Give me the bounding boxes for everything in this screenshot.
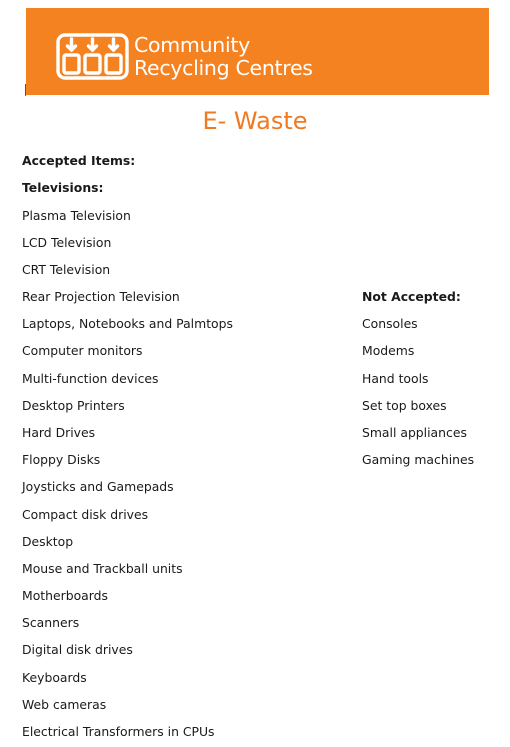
not-accepted-item: Small appliances xyxy=(362,425,467,440)
not-accepted-item: Modems xyxy=(362,343,415,358)
accepted-item: Floppy Disks xyxy=(22,452,101,467)
accepted-item: Multi-function devices xyxy=(22,371,159,386)
accepted-item: Electrical Transformers in CPUs xyxy=(22,724,215,739)
accepted-item: Computer monitors xyxy=(22,343,143,358)
accepted-item: Scanners xyxy=(22,615,80,630)
not-accepted-item: Hand tools xyxy=(362,371,429,386)
recycling-bins-icon xyxy=(56,33,129,80)
accepted-item: Digital disk drives xyxy=(22,642,133,657)
logo-line-2: Recycling Centres xyxy=(134,56,313,80)
logo-line-1: Community xyxy=(134,33,250,57)
accepted-item: Laptops, Notebooks and Palmtops xyxy=(22,316,233,331)
header-banner xyxy=(26,8,489,95)
logo-wordmark xyxy=(134,34,313,80)
not-accepted-item: Consoles xyxy=(362,316,418,331)
accepted-item: Rear Projection Television xyxy=(22,289,180,304)
accepted-item: CRT Television xyxy=(22,262,111,277)
not-accepted-heading: Not Accepted: xyxy=(362,289,461,304)
accepted-item: Mouse and Trackball units xyxy=(22,561,183,576)
page-margin-mark xyxy=(25,84,26,96)
accepted-item: Desktop Printers xyxy=(22,398,125,413)
accepted-item: Desktop xyxy=(22,534,74,549)
accepted-item: Plasma Television xyxy=(22,208,131,223)
televisions-subheading: Televisions: xyxy=(22,180,104,195)
accepted-item: Keyboards xyxy=(22,670,87,685)
accepted-heading: Accepted Items: xyxy=(22,153,136,168)
accepted-item: Motherboards xyxy=(22,588,108,603)
not-accepted-item: Set top boxes xyxy=(362,398,447,413)
accepted-item: Web cameras xyxy=(22,697,107,712)
page-title: E- Waste xyxy=(202,107,308,135)
accepted-item: Compact disk drives xyxy=(22,507,149,522)
accepted-item: Hard Drives xyxy=(22,425,96,440)
not-accepted-item: Gaming machines xyxy=(362,452,475,467)
accepted-item: Joysticks and Gamepads xyxy=(22,479,174,494)
accepted-item: LCD Television xyxy=(22,235,112,250)
